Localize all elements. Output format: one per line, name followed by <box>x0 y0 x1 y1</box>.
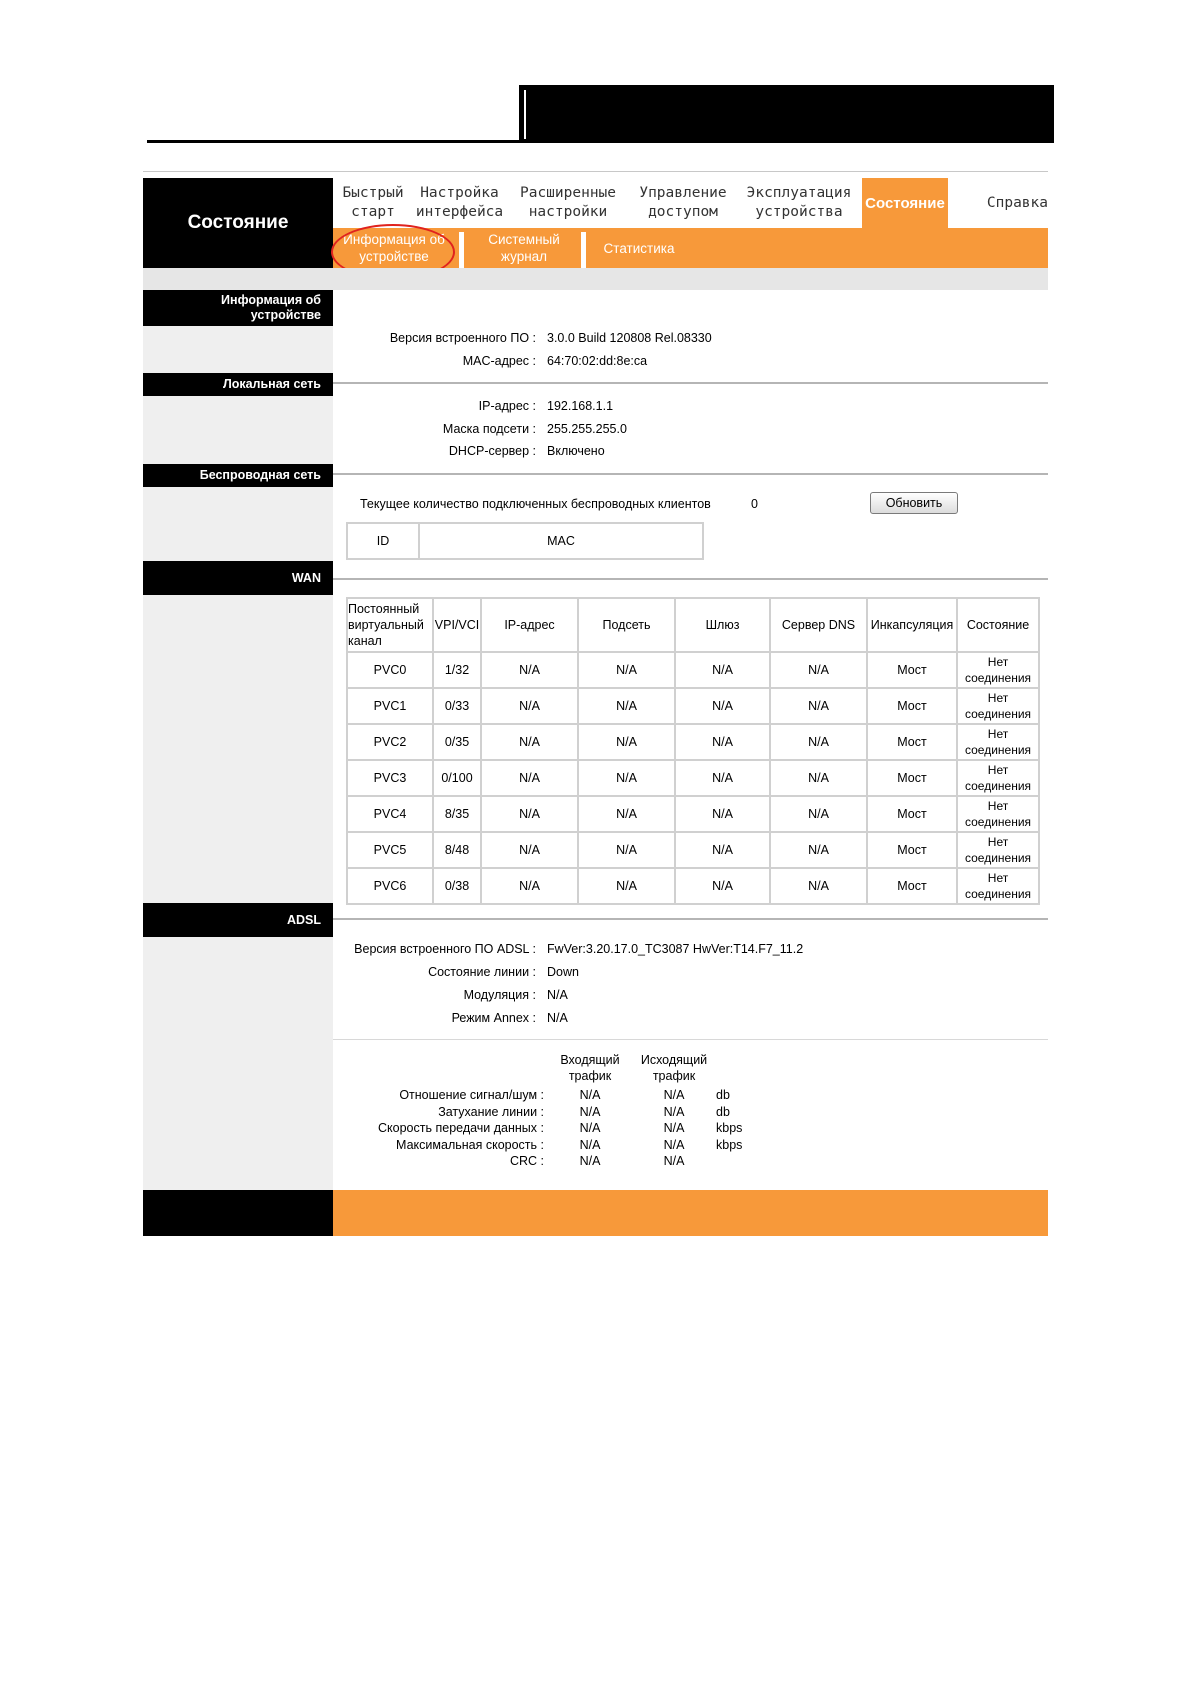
col-ip-header: IP-адрес <box>482 599 577 651</box>
adsl-stat-label: Отношение сигнал/шум : <box>399 1088 544 1102</box>
firmware-value: 3.0.0 Build 120808 Rel.08330 <box>547 331 712 345</box>
cell-status: Нет соединения <box>958 653 1038 687</box>
menu-status[interactable]: Состояние <box>862 178 948 228</box>
cell-gateway: N/A <box>676 653 769 687</box>
adsl-upstream-header: Исходящий трафик <box>640 1053 708 1083</box>
cell-vpivci: 0/33 <box>434 689 480 723</box>
adsl-fw-label: Версия встроенного ПО ADSL : <box>354 942 536 956</box>
cell-gateway: N/A <box>676 689 769 723</box>
col-subnet-header: Подсеть <box>579 599 674 651</box>
cell-vpivci: 0/38 <box>434 869 480 903</box>
adsl-stat-upstream: N/A <box>663 1154 685 1168</box>
cell-ip: N/A <box>482 833 577 867</box>
lan-dhcp-value: Включено <box>547 444 605 458</box>
cell-dns: N/A <box>771 761 866 795</box>
cell-subnet: N/A <box>579 689 674 723</box>
adsl-stat-downstream: N/A <box>579 1137 601 1152</box>
table-row <box>348 797 1038 831</box>
footer-bar <box>333 1190 1048 1236</box>
wireless-clients-count: 0 <box>751 497 758 511</box>
section-lan <box>143 373 333 396</box>
wan-table-body <box>348 653 1038 903</box>
menu-interface-setup[interactable]: Настройка интерфейса <box>415 185 504 220</box>
col-mac-header: MAC <box>420 524 702 558</box>
table-row <box>348 653 1038 687</box>
adsl-divider <box>333 1039 1048 1040</box>
table-header-row <box>348 599 1038 651</box>
header-rule <box>147 140 519 143</box>
top-divider <box>143 171 1048 172</box>
col-status-header: Состояние <box>958 599 1038 651</box>
cell-gateway: N/A <box>676 797 769 831</box>
cell-vpivci: 0/100 <box>434 761 480 795</box>
cell-pvc: PVC0 <box>348 653 432 687</box>
table-row <box>348 869 1038 903</box>
adsl-annex-value: N/A <box>547 1011 568 1025</box>
submenu-statistics[interactable]: Статистика <box>603 240 675 256</box>
adsl-mod-label: Модуляция : <box>463 988 536 1002</box>
cell-ip: N/A <box>482 869 577 903</box>
col-dns-header: Сервер DNS <box>771 599 866 651</box>
section-wireless-label: Беспроводная сеть <box>199 468 321 482</box>
cell-gateway: N/A <box>676 725 769 759</box>
table-row <box>348 761 1038 795</box>
cell-subnet: N/A <box>579 833 674 867</box>
table-header-row <box>348 524 702 558</box>
cell-pvc: PVC4 <box>348 797 432 831</box>
menu-access-management[interactable]: Управление доступом <box>639 185 727 220</box>
refresh-button[interactable]: Обновить <box>870 492 958 514</box>
col-pvc-header: Постоянный виртуальный канал <box>348 599 432 651</box>
section-rule <box>333 578 1048 580</box>
cell-status: Нет соединения <box>958 869 1038 903</box>
cell-vpivci: 0/35 <box>434 725 480 759</box>
cell-gateway: N/A <box>676 761 769 795</box>
cell-ip: N/A <box>482 653 577 687</box>
cell-pvc: PVC6 <box>348 869 432 903</box>
lan-dhcp-label: DHCP-сервер : <box>448 444 536 458</box>
cell-dns: N/A <box>771 653 866 687</box>
cell-encap: Мост <box>868 797 956 831</box>
cell-ip: N/A <box>482 761 577 795</box>
cell-dns: N/A <box>771 833 866 867</box>
cell-subnet: N/A <box>579 797 674 831</box>
menu-help[interactable]: Справка <box>986 194 1048 211</box>
adsl-downstream-header: Входящий трафик <box>560 1053 620 1083</box>
adsl-stat-upstream: N/A <box>663 1121 685 1135</box>
section-adsl-label: ADSL <box>286 912 321 927</box>
spacer-band <box>143 268 1048 290</box>
adsl-line-label: Состояние линии : <box>428 965 536 979</box>
menu-maintenance[interactable]: Эксплуатация устройства <box>746 185 852 220</box>
section-wan <box>143 561 333 595</box>
section-rule <box>333 473 1048 475</box>
wan-table <box>346 597 1040 905</box>
adsl-stat-downstream: N/A <box>579 1121 601 1135</box>
submenu-separator <box>459 232 464 268</box>
cell-status: Нет соединения <box>958 761 1038 795</box>
cell-status: Нет соединения <box>958 833 1038 867</box>
cell-encap: Мост <box>868 653 956 687</box>
cell-subnet: N/A <box>579 725 674 759</box>
adsl-stat-upstream: N/A <box>663 1088 685 1102</box>
lan-ip-label: IP-адрес : <box>478 399 536 413</box>
cell-dns: N/A <box>771 725 866 759</box>
header-box-divider <box>524 90 1050 139</box>
cell-status: Нет соединения <box>958 689 1038 723</box>
adsl-stat-label: Затухание линии : <box>438 1104 544 1119</box>
adsl-stat-label: Максимальная скорость : <box>396 1137 544 1152</box>
cell-dns: N/A <box>771 797 866 831</box>
col-gateway-header: Шлюз <box>676 599 769 651</box>
col-id-header: ID <box>348 524 418 558</box>
section-wireless <box>143 464 333 487</box>
cell-encap: Мост <box>868 833 956 867</box>
cell-subnet: N/A <box>579 761 674 795</box>
cell-encap: Мост <box>868 869 956 903</box>
cell-vpivci: 1/32 <box>434 653 480 687</box>
wireless-clients-label: Текущее количество подключенных беспроводных клиентов <box>360 497 711 511</box>
cell-status: Нет соединения <box>958 725 1038 759</box>
footer-left <box>143 1190 333 1236</box>
cell-subnet: N/A <box>579 869 674 903</box>
cell-gateway: N/A <box>676 833 769 867</box>
section-device-info-label: Информация об устройстве <box>221 293 321 322</box>
adsl-stat-unit: kbps <box>716 1137 743 1152</box>
cell-subnet: N/A <box>579 653 674 687</box>
adsl-stat-unit: db <box>716 1104 730 1119</box>
cell-ip: N/A <box>482 689 577 723</box>
section-rule <box>333 918 1048 920</box>
adsl-line-value: Down <box>547 965 579 979</box>
adsl-stat-downstream: N/A <box>579 1104 601 1119</box>
adsl-stat-label: Скорость передачи данных : <box>378 1121 544 1135</box>
adsl-mod-value: N/A <box>547 988 568 1002</box>
mac-label: MAC-адрес : <box>462 354 536 368</box>
cell-dns: N/A <box>771 689 866 723</box>
adsl-stat-unit: kbps <box>716 1121 743 1135</box>
cell-pvc: PVC2 <box>348 725 432 759</box>
section-adsl <box>143 903 333 937</box>
lan-ip-value: 192.168.1.1 <box>547 399 614 413</box>
mac-value: 64:70:02:dd:8e:ca <box>547 354 648 368</box>
adsl-fw-value: FwVer:3.20.17.0_TC3087 HwVer:T14.F7_11.2 <box>547 942 804 956</box>
adsl-annex-label: Режим Annex : <box>451 1011 536 1025</box>
section-wan-label: WAN <box>291 570 321 585</box>
lan-mask-label: Маска подсети : <box>442 422 536 436</box>
cell-encap: Мост <box>868 725 956 759</box>
section-device-info <box>143 290 333 326</box>
submenu-device-info[interactable]: Информация об устройстве <box>343 232 445 264</box>
cell-vpivci: 8/35 <box>434 797 480 831</box>
submenu-system-log[interactable]: Системный журнал <box>488 232 560 264</box>
cell-status: Нет соединения <box>958 797 1038 831</box>
lan-mask-value: 255.255.255.0 <box>547 422 627 436</box>
adsl-stat-upstream: N/A <box>663 1137 685 1152</box>
adsl-stat-unit: db <box>716 1088 730 1102</box>
wireless-clients-table <box>346 522 704 560</box>
cell-pvc: PVC3 <box>348 761 432 795</box>
col-vpivci-header: VPI/VCI <box>434 599 480 651</box>
adsl-stat-downstream: N/A <box>579 1088 601 1102</box>
section-rule <box>333 382 1048 384</box>
page-title: Состояние <box>143 178 333 268</box>
cell-pvc: PVC1 <box>348 689 432 723</box>
table-row <box>348 689 1038 723</box>
cell-dns: N/A <box>771 869 866 903</box>
cell-ip: N/A <box>482 797 577 831</box>
adsl-stat-downstream: N/A <box>579 1154 601 1168</box>
cell-encap: Мост <box>868 689 956 723</box>
adsl-stat-label: CRC : <box>509 1154 544 1168</box>
menu-advanced-setup[interactable]: Расширенные настройки <box>519 185 617 220</box>
submenu-separator <box>581 232 586 268</box>
col-encap-header: Инкапсуляция <box>868 599 956 651</box>
adsl-stat-upstream: N/A <box>663 1104 685 1119</box>
left-column <box>143 290 333 1190</box>
firmware-label: Версия встроенного ПО : <box>389 331 536 345</box>
section-lan-label: Локальная сеть <box>222 377 321 391</box>
cell-pvc: PVC5 <box>348 833 432 867</box>
cell-encap: Мост <box>868 761 956 795</box>
cell-ip: N/A <box>482 725 577 759</box>
table-row <box>348 725 1038 759</box>
table-row <box>348 833 1038 867</box>
cell-gateway: N/A <box>676 869 769 903</box>
menu-quick-start[interactable]: Быстрый старт <box>342 185 404 220</box>
cell-vpivci: 8/48 <box>434 833 480 867</box>
